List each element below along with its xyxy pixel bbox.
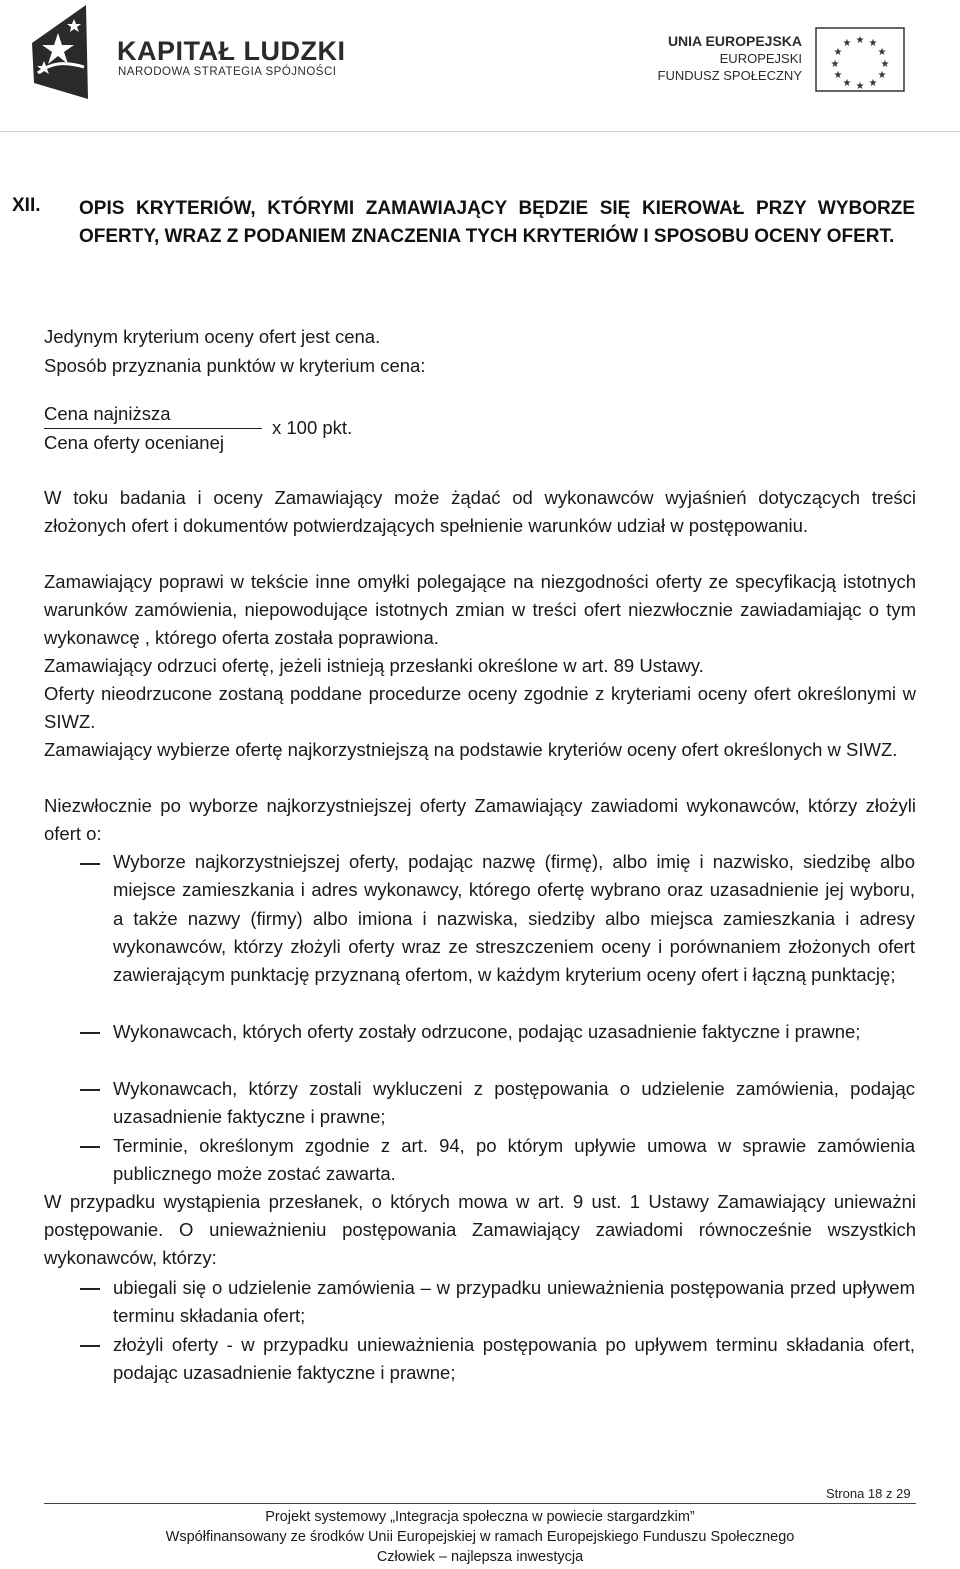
intro-line-1: Jedynym kryterium oceny ofert jest cena.: [44, 326, 381, 347]
fraction-bar: [44, 428, 262, 429]
svg-text:★: ★: [855, 81, 865, 92]
list-dash: [80, 1146, 100, 1148]
eu-label: [658, 33, 802, 84]
svg-text:★: ★: [830, 59, 840, 70]
list-dash: [80, 863, 100, 865]
paragraph-corrections: Zamawiający poprawi w tekście inne omyłki polegające na niezgodności oferty ze specyfikacją istotnych warunków zamówienia, niepowodujące istotnych zmian w treści ofert niezwłocznie zawiadamiając o tym wykonawcę , którego oferta została poprawiona.: [44, 571, 916, 648]
list-dash: [80, 1089, 100, 1091]
svg-text:★: ★: [868, 38, 878, 49]
list-item: Terminie, określonym zgodnie z art. 94, po którym upływie umowa w sprawie zamówienia publicznego może zostać zawarta.: [113, 1135, 915, 1185]
section-number: XII.: [12, 195, 41, 216]
svg-text:★: ★: [842, 78, 852, 89]
page-header: [0, 0, 960, 132]
formula-multiplier: x 100 pkt.: [272, 417, 353, 438]
formula-denominator: Cena oferty ocenianej: [44, 432, 224, 453]
footer-line-3: Człowiek – najlepsza inwestycja: [376, 1549, 584, 1565]
list-dash: [80, 1288, 100, 1290]
eu-label-line1: UNIA EUROPEJSKA: [667, 33, 802, 49]
paragraph-rejection: Zamawiający odrzuci ofertę, jeżeli istnieją przesłanki określone w art. 89 Ustawy.: [44, 655, 704, 676]
paragraph-selection: Zamawiający wybierze ofertę najkorzystniejszą na podstawie kryteriów oceny ofert określonych w SIWZ.: [44, 739, 898, 760]
svg-text:★: ★: [855, 35, 865, 46]
header-divider: [0, 131, 960, 132]
eu-flag-icon: [815, 27, 905, 92]
section-title: OPIS KRYTERIÓW, KTÓRYMI ZAMAWIAJĄCY BĘDZIE SIĘ KIEROWAŁ PRZY WYBORZE OFERTY, WRAZ Z PODANIEM ZNACZENIA TYCH KRYTERIÓW I SPOSOBU OCENY OFERT.: [79, 198, 915, 247]
svg-text:★: ★: [877, 70, 887, 81]
footer-divider: [44, 1503, 916, 1504]
list-item: ubiegali się o udzielenie zamówienia – w przypadku unieważnienia postępowania przed upływem terminu składania ofert;: [113, 1277, 915, 1327]
list-item: Wykonawcach, których oferty zostały odrzucone, podając uzasadnienie faktyczne i prawne;: [113, 1021, 861, 1042]
paragraph-annulment: W przypadku wystąpienia przesłanek, o których mowa w art. 9 ust. 1 Ustawy Zamawiający unieważni postępowanie. O unieważnieniu postępowania Zamawiający zawiadomi równocześnie wszystkich wykonawców, którzy:: [44, 1191, 916, 1268]
list-dash: [80, 1032, 100, 1034]
svg-text:★: ★: [877, 47, 887, 58]
svg-text:★: ★: [833, 47, 843, 58]
list-item: Wyborze najkorzystniejszej oferty, podając nazwę (firmę), albo imię i nazwisko, siedzibę albo miejsce zamieszkania i adres wykonawcy, którego ofertę wybrano oraz uzasadnienie jej wyboru, a także nazwy (firmy) albo imiona i nazwiska, siedziby albo miejsca zamieszkania i adresy wykonawców, którzy złożyli oferty wraz ze streszczeniem oceny i porównaniem złożonych ofert zawierającym punktację przyznaną ofertom, w każdym kryterium oceny ofert i łączną punktację;: [113, 851, 915, 986]
kapital-ludzki-emblem-icon: [28, 3, 92, 101]
logo-subtitle: NARODOWA STRATEGIA SPÓJNOŚCI: [118, 66, 337, 78]
price-formula: [44, 401, 444, 461]
list-item: złożyli oferty - w przypadku unieważnienia postępowania po upływem terminu składania ofert, podając uzasadnienie faktyczne i prawne;: [113, 1334, 915, 1384]
paragraph-evaluation: Oferty nieodrzucone zostaną poddane procedurze oceny zgodnie z kryteriami oceny ofert określonymi w SIWZ.: [44, 683, 916, 732]
page-number: Strona 18 z 29: [826, 1486, 911, 1501]
svg-text:★: ★: [833, 70, 843, 81]
intro-line-2: Sposób przyznania punktów w kryterium cena:: [44, 355, 426, 376]
paragraph-notification: Niezwłocznie po wyborze najkorzystniejszej oferty Zamawiający zawiadomi wykonawców, którzy złożyli ofert o:: [44, 795, 916, 844]
list-dash: [80, 1345, 100, 1347]
eu-label-line3: FUNDUSZ SPOŁECZNY: [657, 68, 802, 83]
formula-numerator: Cena najniższa: [44, 403, 171, 424]
footer-line-1: Projekt systemowy „Integracja społeczna w powiecie stargardzkim”: [265, 1509, 695, 1525]
eu-label-line2: EUROPEJSKI: [719, 51, 802, 66]
logo-title: KAPITAŁ LUDZKI: [117, 36, 346, 66]
svg-text:★: ★: [842, 38, 852, 49]
svg-text:★: ★: [880, 59, 890, 70]
paragraph-clarifications: W toku badania i oceny Zamawiający może żądać od wykonawców wyjaśnień dotyczących treści złożonych ofert i dokumentów potwierdzających spełnienie warunków udział w postępowaniu.: [44, 487, 916, 536]
list-item: Wykonawcach, którzy zostali wykluczeni z postępowania o udzielenie zamówienia, podając uzasadnienie faktyczne i prawne;: [113, 1078, 915, 1128]
footer-line-2: Współfinansowany ze środków Unii Europejskiej w ramach Europejskiego Funduszu Społecznego: [165, 1529, 795, 1545]
svg-text:★: ★: [868, 78, 878, 89]
